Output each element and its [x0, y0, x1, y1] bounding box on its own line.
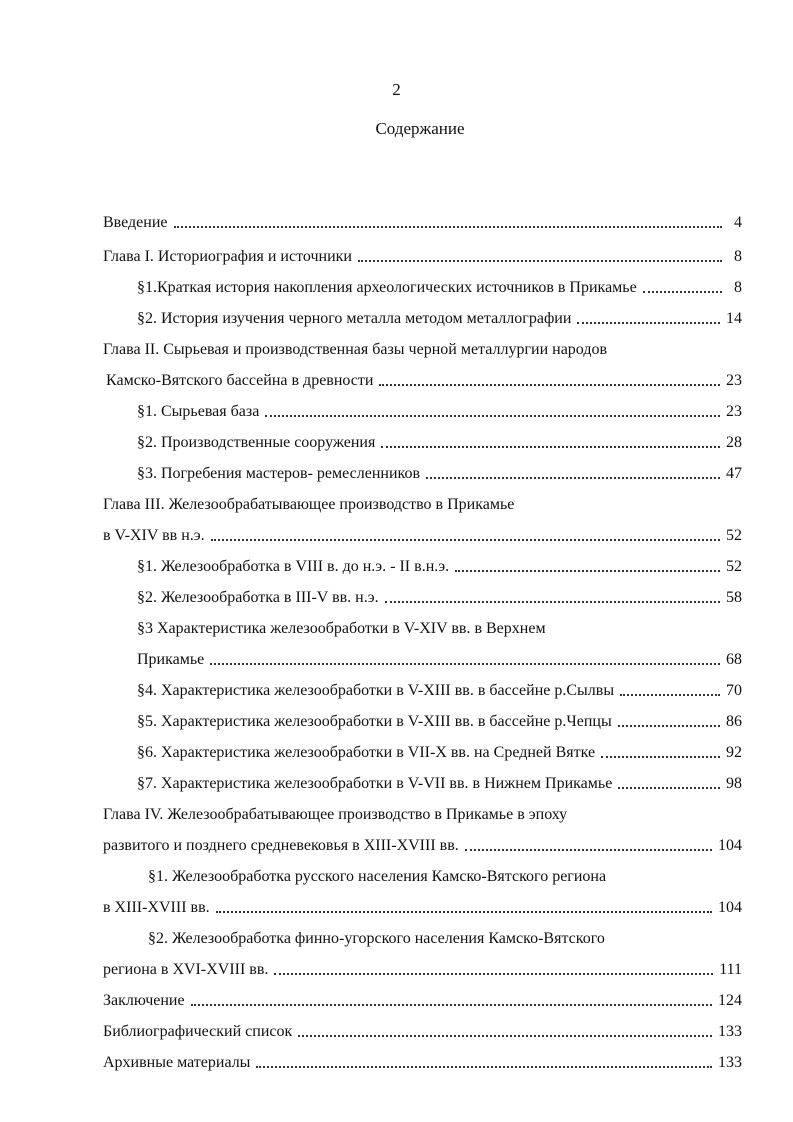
toc-entry-page: 47 [726, 465, 742, 482]
toc-entry-label: Архивные материалы [103, 1054, 251, 1071]
toc-entry-page: 111 [719, 961, 742, 978]
toc-entry-page: 133 [718, 1054, 742, 1071]
toc-entry-page: 8 [734, 248, 742, 265]
toc-entry-chapter-2-section-1[interactable] [137, 401, 742, 423]
toc-entry-label: §5. Характеристика железообработки в V-XIII вв. в бассейне р.Чепцы [137, 713, 612, 730]
dot-leader [618, 725, 720, 727]
toc-entry-page: 70 [726, 682, 742, 699]
toc-entry-chapter-4-section-1-line-1[interactable] [148, 866, 742, 888]
toc-entry-label: §2. История изучения черного металла методом металлографии [137, 310, 572, 327]
toc-entry-conclusion[interactable] [103, 990, 742, 1012]
toc-entry-label: Прикамье [137, 651, 205, 668]
toc-entry-page: 58 [726, 589, 742, 606]
toc-entry-page: 86 [726, 713, 742, 730]
toc-entry-label: §1. Железообработка в VIII в. до н.э. - II в.н.э. [137, 558, 450, 575]
dot-leader [620, 694, 720, 696]
toc-entry-chapter-3-section-5[interactable] [137, 711, 742, 733]
dot-leader [643, 291, 722, 293]
dot-leader [385, 601, 720, 603]
toc-entry-chapter-3-section-2[interactable] [137, 587, 742, 609]
toc-entry-chapter-4-line-2[interactable] [103, 835, 742, 857]
toc-entry-chapter-3-section-1[interactable] [137, 556, 742, 578]
toc-entry-chapter-2-line-2[interactable] [106, 370, 742, 392]
toc-entry-chapter-2-section-3[interactable] [137, 463, 742, 485]
toc-entry-chapter-3-section-4[interactable] [137, 680, 742, 702]
dot-leader [381, 446, 720, 448]
toc-entry-label: Введение [103, 214, 168, 231]
dot-leader [379, 384, 720, 386]
dot-leader [618, 787, 720, 789]
toc-entry-chapter-2-line-1[interactable] [103, 339, 742, 361]
toc-entry-page: 28 [726, 434, 742, 451]
toc-entry-label: §6. Характеристика железообработки в VII-X вв. на Средней Вятке [137, 744, 596, 761]
toc-entry-chapter-1-section-1[interactable] [137, 277, 742, 299]
dot-leader [211, 539, 720, 541]
toc-entry-bibliography[interactable] [103, 1021, 742, 1043]
toc-entry-page: 104 [718, 837, 742, 854]
toc-entry-page: 104 [718, 899, 742, 916]
toc-entry-page: 23 [726, 403, 742, 420]
dot-leader [265, 415, 720, 417]
toc-entry-label: Библиографический список [103, 1023, 293, 1040]
dot-leader [174, 226, 723, 228]
toc-entry-label: региона в XVI-XVIII вв. [103, 961, 269, 978]
toc-entry-chapter-2-section-2[interactable] [137, 432, 742, 454]
dot-leader [455, 570, 720, 572]
dot-leader [210, 663, 720, 665]
dot-leader [256, 1066, 712, 1068]
toc-entry-chapter-4-section-2-line-2[interactable] [103, 959, 742, 981]
toc-entry-page: 133 [718, 1023, 742, 1040]
toc-entry-label: Глава III. Железообрабатывающее производство в Прикамье [103, 496, 515, 513]
toc-entry-chapter-3-section-3-line-1[interactable] [137, 618, 742, 640]
toc-entry-page: 68 [726, 651, 742, 668]
dot-leader [191, 1004, 712, 1006]
toc-entry-page: 14 [726, 310, 742, 327]
toc-entry-chapter-1[interactable] [103, 246, 742, 268]
toc-entry-label: Глава I. Историография и источники [103, 248, 352, 265]
toc-entry-chapter-4-section-2-line-1[interactable] [148, 928, 742, 950]
toc-entry-chapter-3-line-1[interactable] [103, 494, 742, 516]
toc-entry-introduction[interactable] [103, 212, 742, 234]
toc-entry-label: §7. Характеристика железообработки в V-VII вв. в Нижнем Прикамье [137, 775, 613, 792]
dot-leader [426, 477, 720, 479]
toc-entry-label: §2. Железообработка финно-угорского населения Камско-Вятского [148, 930, 605, 947]
toc-entry-chapter-4-line-1[interactable] [103, 804, 742, 826]
toc-entry-chapter-3-section-3-line-2[interactable] [137, 649, 742, 671]
toc-entry-chapter-1-section-2[interactable] [137, 308, 742, 330]
toc-entry-archival-materials[interactable] [103, 1052, 742, 1074]
toc-entry-label: Камско-Вятского бассейна в древности [106, 372, 374, 389]
toc-entry-label: §3 Характеристика железообработки в V-XIV вв. в Верхнем [137, 620, 546, 637]
dot-leader [298, 1035, 712, 1037]
dot-leader [216, 911, 712, 913]
toc-title: Содержание [375, 119, 465, 138]
toc-entry-label: §2. Железообработка в III-V вв. н.э. [137, 589, 379, 606]
toc-entry-page: 52 [726, 558, 742, 575]
toc-entry-label: §1. Сырьевая база [137, 403, 260, 420]
dot-leader [274, 973, 713, 975]
toc-entry-label: развитого и позднего средневековья в XIII-XVIII вв. [103, 837, 459, 854]
toc-entry-label: Глава IV. Железообрабатывающее производство в Прикамье в эпоху [103, 806, 568, 823]
toc-entry-page: 92 [726, 744, 742, 761]
toc-entry-label: §3. Погребения мастеров- ремесленников [137, 465, 421, 482]
dot-leader [577, 322, 720, 324]
toc-entry-label: §1. Железообработка русского населения Камско-Вятского региона [148, 868, 607, 885]
toc-entry-chapter-3-section-7[interactable] [137, 773, 742, 795]
toc-entry-label: Глава II. Сырьевая и производственная базы черной металлургии народов [103, 341, 608, 358]
toc-entry-label: §1.Краткая история накопления археологических источников в Прикамье [137, 279, 637, 296]
toc-entry-label: §4. Характеристика железообработки в V-XIII вв. в бассейне р.Сылвы [137, 682, 615, 699]
dot-leader [358, 260, 722, 262]
toc-entry-page: 4 [734, 214, 742, 231]
toc-entry-label: в V-XIV вв н.э. [103, 527, 205, 544]
page-number: 2 [392, 80, 401, 99]
toc-entry-page: 23 [726, 372, 742, 389]
toc-entry-label: в XIII-XVIII вв. [103, 899, 210, 916]
toc-entry-chapter-4-section-1-line-2[interactable] [103, 897, 742, 919]
toc-entry-page: 98 [726, 775, 742, 792]
toc-entry-label: §2. Производственные сооружения [137, 434, 376, 451]
toc-entry-page: 124 [718, 992, 742, 1009]
toc-entry-page: 8 [734, 279, 742, 296]
toc-entry-chapter-3-section-6[interactable] [137, 742, 742, 764]
dot-leader [601, 756, 720, 758]
toc-entry-page: 52 [726, 527, 742, 544]
dot-leader [465, 849, 712, 851]
toc-entry-label: Заключение [103, 992, 185, 1009]
toc-entry-chapter-3-line-2[interactable] [103, 525, 742, 547]
